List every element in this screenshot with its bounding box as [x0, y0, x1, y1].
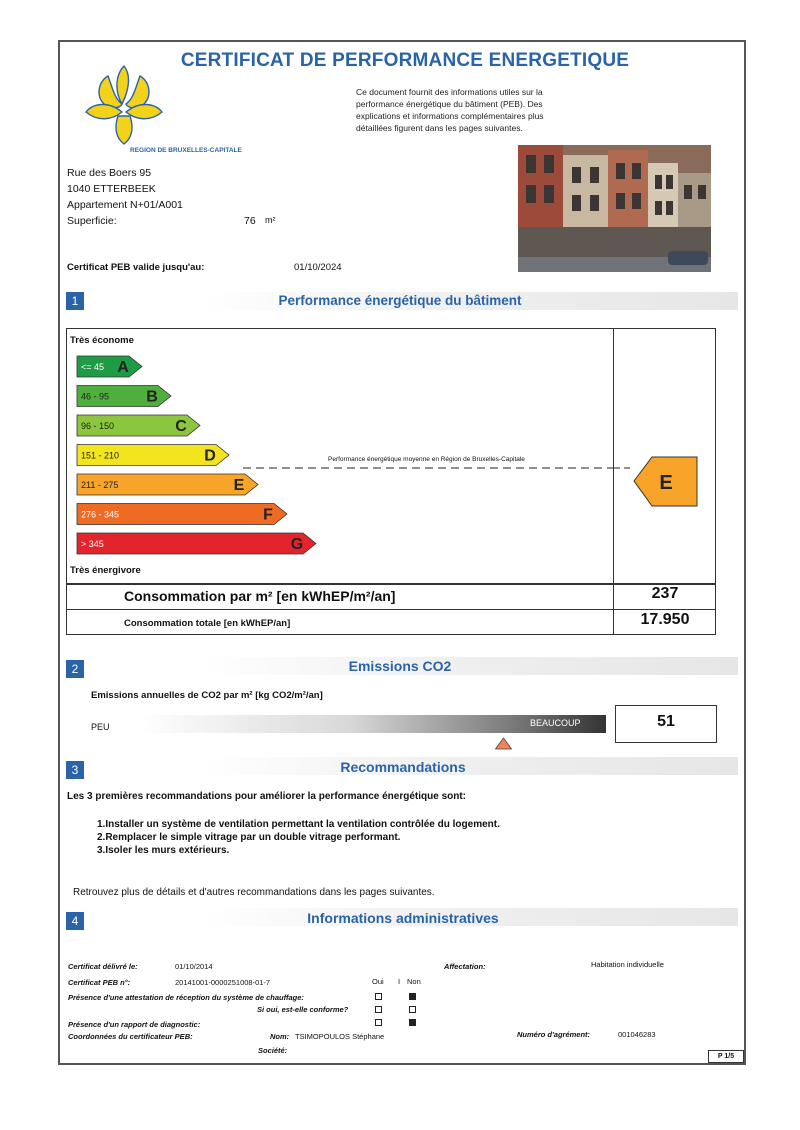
diagnostic-label: Présence d'un rapport de diagnostic:	[68, 1020, 201, 1029]
co2-high-label: BEAUCOUP	[530, 718, 581, 728]
issued-value: 01/10/2014	[175, 962, 213, 971]
class-letter-b: B	[146, 388, 158, 406]
heating-label: Présence d'une attestation de réception du système de chauffage:	[68, 993, 304, 1002]
page-title: CERTIFICAT DE PERFORMANCE ENERGETIQUE	[180, 50, 630, 71]
label-bottom: Très énergivore	[70, 565, 141, 576]
class-letter-c: C	[175, 418, 187, 435]
intro-text: Ce document fournit des informations utiles sur la performance énergétique du bâtiment (PEB). Des explications et informations complémentaires plus détaillées figurent dans les pages suivantes.	[356, 87, 544, 133]
area-value: 76	[244, 215, 256, 227]
no-label-sep: I	[398, 977, 401, 986]
diagnostic-no-checkbox[interactable]	[409, 1019, 416, 1026]
area-label: Superficie:	[67, 215, 117, 227]
heating-no-checkbox[interactable]	[409, 993, 416, 1000]
validity-date: 01/10/2024	[294, 262, 342, 273]
class-range-d: 151 - 210	[81, 450, 120, 461]
recommendations-intro: Les 3 premières recommandations pour améliorer la performance énergétique sont:	[67, 791, 467, 802]
section2-title: Emissions CO2	[348, 658, 452, 674]
consumption-m2-value: 237	[651, 585, 679, 602]
class-range-c: 96 - 150	[81, 421, 115, 431]
certifier-label: Coordonnées du certificateur PEB:	[68, 1032, 193, 1041]
name-label: Nom:	[270, 1032, 290, 1041]
class-letter-e: E	[233, 477, 245, 494]
section1-number: 1	[66, 292, 84, 310]
section3-number: 3	[66, 761, 84, 779]
yes-label: Oui	[372, 977, 384, 986]
co2-subtitle: Emissions annuelles de CO2 par m² [kg CO2/m²/an]	[91, 690, 323, 701]
diagnostic-yes-checkbox[interactable]	[375, 1019, 382, 1026]
section4-title: Informations administratives	[307, 910, 499, 926]
class-range-a: <= 45	[81, 362, 105, 372]
section1-title: Performance énergétique du bâtiment	[278, 293, 522, 308]
recommendation-item: 2.Remplacer le simple vitrage par un double vitrage performant.	[97, 832, 401, 843]
compliant-yes-checkbox[interactable]	[375, 1006, 382, 1013]
area-unit: m²	[265, 215, 276, 225]
label-top: Très économe	[70, 335, 134, 346]
class-range-g: > 345	[81, 539, 104, 549]
region-label: REGION DE BRUXELLES-CAPITALE	[130, 147, 242, 154]
recommendation-item: 1.Installer un système de ventilation permettant la ventilation contrôlée du logement.	[97, 819, 500, 830]
class-range-e: 211 - 275	[81, 480, 119, 490]
compliant-no-checkbox[interactable]	[409, 1006, 416, 1013]
address-unit: Appartement N+01/A001	[67, 199, 183, 211]
class-range-b: 46 - 95	[81, 391, 110, 402]
peb-number-value: 20141001-0000251008-01-7	[175, 978, 271, 987]
class-arrow-g	[77, 533, 316, 554]
co2-value: 51	[657, 713, 675, 730]
class-letter-g: G	[290, 536, 304, 553]
approval-label: Numéro d'agrément:	[517, 1030, 591, 1039]
class-letter-a: A	[117, 359, 129, 376]
issued-label: Certificat délivré le:	[68, 962, 138, 971]
assignment-label: Affectation:	[444, 962, 486, 971]
page-number: P 1/5	[708, 1050, 744, 1063]
address-street: Rue des Boers 95	[67, 167, 152, 179]
section2-number: 2	[66, 660, 84, 678]
validity-label: Certificat PEB valide jusqu'au:	[67, 262, 205, 273]
recommendation-item: 3.Isoler les murs extérieurs.	[97, 845, 230, 856]
average-label: Performance énergétique moyenne en Région de Bruxelles-Capitale	[328, 456, 525, 463]
assignment-value: Habitation individuelle	[591, 960, 664, 969]
recommendations-list	[97, 818, 500, 857]
co2-marker-triangle	[495, 738, 511, 749]
current-class-letter: E	[659, 472, 673, 494]
co2-low-label: PEU	[91, 722, 110, 732]
name-value: TSIMOPOULOS Stéphane	[295, 1032, 385, 1041]
class-letter-d: D	[204, 447, 216, 465]
no-label: Non	[407, 977, 421, 986]
section3-title: Recommandations	[340, 759, 466, 775]
approval-value: 001046283	[618, 1030, 656, 1039]
consumption-m2-label: Consommation par m² [en kWhEP/m²/an]	[124, 588, 396, 604]
class-letter-f: F	[263, 506, 273, 524]
peb-number-label: Certificat PEB n°:	[68, 978, 131, 987]
compliant-label: Si oui, est-elle conforme?	[257, 1005, 349, 1014]
consumption-total-value: 17.950	[640, 611, 690, 628]
section4-number: 4	[66, 912, 84, 930]
heating-yes-checkbox[interactable]	[375, 993, 382, 1000]
class-range-f: 276 - 345	[81, 509, 120, 520]
consumption-total-label: Consommation totale [en kWhEP/an]	[124, 618, 291, 629]
recommendations-footer: Retrouvez plus de détails et d'autres recommandations dans les pages suivantes.	[73, 887, 435, 898]
address-city: 1040 ETTERBEEK	[67, 183, 156, 195]
company-label: Société:	[258, 1046, 288, 1055]
